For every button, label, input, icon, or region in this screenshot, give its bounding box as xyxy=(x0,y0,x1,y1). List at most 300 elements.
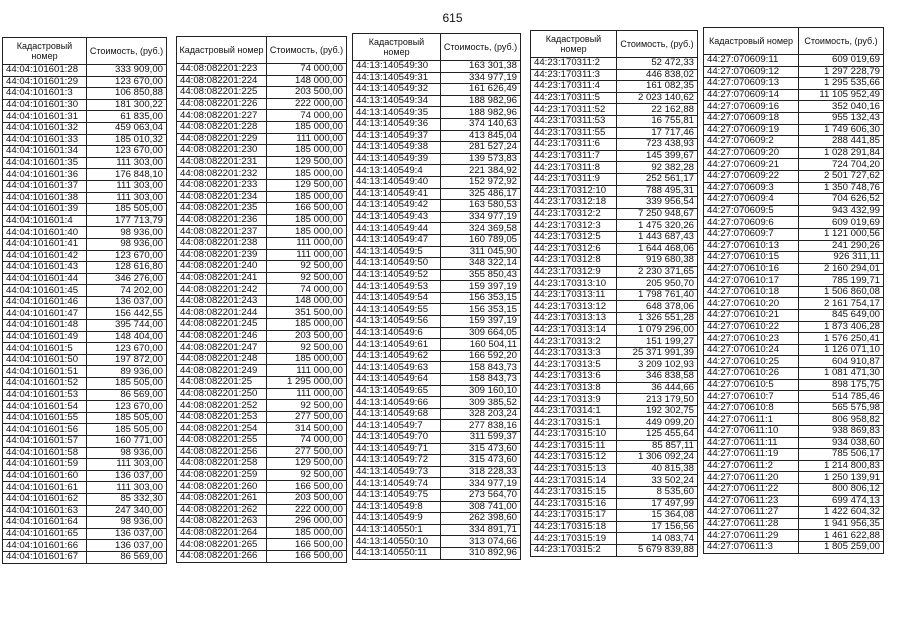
table-row xyxy=(704,310,884,322)
cost-cell: 1 873 406,28 xyxy=(799,321,884,333)
cost-cell: 25 371 991,39 xyxy=(617,347,698,359)
table-row xyxy=(704,507,884,519)
table-row xyxy=(353,316,521,328)
cost-cell: 334 977,19 xyxy=(441,72,521,84)
cost-cell: 111 303,00 xyxy=(87,157,167,169)
cost-cell: 277 838,16 xyxy=(441,420,521,432)
cost-cell: 2 501 727,62 xyxy=(799,170,884,182)
cadastral-number-cell: 44:27:070609:4 xyxy=(704,194,799,206)
cadastral-number-cell: 44:08:082201:248 xyxy=(177,353,267,365)
table-row xyxy=(353,84,521,96)
table-row xyxy=(531,394,698,406)
cadastral-number-cell: 44:04:101601:41 xyxy=(3,238,87,250)
table-row xyxy=(353,234,521,246)
table-row xyxy=(353,524,521,536)
cadastral-number-cell: 44:08:082201:240 xyxy=(177,261,267,273)
cost-cell: 1 805 259,00 xyxy=(799,541,884,553)
cost-cell: 203 500,00 xyxy=(267,87,347,99)
cadastral-number-cell: 44:04:101601:28 xyxy=(3,65,87,77)
table-row xyxy=(704,101,884,113)
cadastral-number-cell: 44:08:082201:227 xyxy=(177,110,267,122)
cadastral-number-cell: 44:27:070610:22 xyxy=(704,321,799,333)
cost-cell: 160 504,11 xyxy=(441,339,521,351)
cost-cell: 334 977,19 xyxy=(441,478,521,490)
cost-cell: 160 771,00 xyxy=(87,436,167,448)
cost-cell: 14 083,74 xyxy=(617,533,698,545)
cost-cell: 148 000,00 xyxy=(267,75,347,87)
cadastral-number-cell: 44:23:170312:9 xyxy=(531,266,617,278)
cadastral-number-cell: 44:08:082201:230 xyxy=(177,145,267,157)
cost-cell: 7 250 948,67 xyxy=(617,208,698,220)
cadastral-number-cell: 44:04:101601:44 xyxy=(3,273,87,285)
table-row xyxy=(704,321,884,333)
cost-cell: 346 276,00 xyxy=(87,273,167,285)
cost-cell: 192 302,75 xyxy=(617,405,698,417)
cost-cell: 159 397,19 xyxy=(441,316,521,328)
cadastral-number-cell: 44:23:170311:7 xyxy=(531,150,617,162)
cadastral-number-cell: 44:27:070609:13 xyxy=(704,78,799,90)
cost-cell: 15 364,08 xyxy=(617,510,698,522)
cadastral-number-cell: 44:27:070610:24 xyxy=(704,344,799,356)
cadastral-number-cell: 44:04:101601:56 xyxy=(3,424,87,436)
table-row xyxy=(3,134,167,146)
table-row xyxy=(3,482,167,494)
cadastral-number-cell: 44:08:082201:263 xyxy=(177,516,267,528)
cadastral-number-cell: 44:08:082201:247 xyxy=(177,342,267,354)
cost-cell: 40 815,38 xyxy=(617,463,698,475)
table-row xyxy=(177,539,347,551)
table-row xyxy=(704,414,884,426)
table-row xyxy=(531,197,698,209)
header-cost: Стоимость, (руб.) xyxy=(617,31,698,58)
table-row xyxy=(704,472,884,484)
cost-cell: 309 385,52 xyxy=(441,397,521,409)
cost-cell: 934 038,60 xyxy=(799,437,884,449)
table-header-row xyxy=(353,34,521,61)
table-row xyxy=(353,304,521,316)
table-row xyxy=(353,443,521,455)
cost-cell: 123 670,00 xyxy=(87,146,167,158)
table-row xyxy=(177,110,347,122)
cost-cell: 98 936,00 xyxy=(87,238,167,250)
cadastral-number-cell: 44:27:070611:11 xyxy=(704,437,799,449)
cadastral-number-cell: 44:13:140549:9 xyxy=(353,513,441,525)
cost-cell: 309 160,10 xyxy=(441,385,521,397)
table-row xyxy=(177,295,347,307)
cadastral-number-cell: 44:08:082201:226 xyxy=(177,98,267,110)
cost-cell: 395 744,00 xyxy=(87,320,167,332)
table-row xyxy=(3,88,167,100)
table-row xyxy=(3,146,167,158)
cadastral-number-cell: 44:27:070610:16 xyxy=(704,263,799,275)
cadastral-number-cell: 44:04:101601:52 xyxy=(3,378,87,390)
cadastral-number-cell: 44:08:082201:228 xyxy=(177,121,267,133)
cadastral-number-cell: 44:27:070609:21 xyxy=(704,159,799,171)
cost-cell: 3 209 102,93 xyxy=(617,359,698,371)
table-row xyxy=(177,342,347,354)
cost-cell: 328 203,24 xyxy=(441,408,521,420)
cost-cell: 926 311,11 xyxy=(799,252,884,264)
table-row xyxy=(3,296,167,308)
cadastral-number-cell: 44:13:140550:10 xyxy=(353,536,441,548)
cadastral-number-cell: 44:08:082201:231 xyxy=(177,156,267,168)
cadastral-number-cell: 44:27:070611:23 xyxy=(704,495,799,507)
table-row xyxy=(353,397,521,409)
table-row xyxy=(177,353,347,365)
table-row xyxy=(531,278,698,290)
cadastral-number-cell: 44:27:070609:3 xyxy=(704,182,799,194)
cadastral-number-cell: 44:04:101601:49 xyxy=(3,331,87,343)
table-row xyxy=(531,301,698,313)
table-header-row xyxy=(3,38,167,65)
table-row xyxy=(3,551,167,563)
cost-cell: 1 576 250,41 xyxy=(799,333,884,345)
table-row xyxy=(704,333,884,345)
cadastral-number-cell: 44:23:170311:5 xyxy=(531,92,617,104)
cost-cell: 348 322,14 xyxy=(441,258,521,270)
table-row xyxy=(531,405,698,417)
cadastral-number-cell: 44:23:170315:18 xyxy=(531,521,617,533)
cost-cell: 185 000,00 xyxy=(267,191,347,203)
cost-cell: 98 936,00 xyxy=(87,227,167,239)
cost-cell: 161 626,49 xyxy=(441,84,521,96)
table-row xyxy=(177,284,347,296)
cadastral-number-cell: 44:13:140549:63 xyxy=(353,362,441,374)
table-row xyxy=(177,446,347,458)
table-row xyxy=(704,541,884,553)
table-row xyxy=(177,411,347,423)
cost-cell: 148 000,00 xyxy=(267,295,347,307)
cost-cell: 277 500,00 xyxy=(267,411,347,423)
cadastral-number-cell: 44:27:070611:28 xyxy=(704,518,799,530)
cadastral-number-cell: 44:04:101601:40 xyxy=(3,227,87,239)
cadastral-number-cell: 44:23:170312:8 xyxy=(531,255,617,267)
cost-cell: 221 384,92 xyxy=(441,165,521,177)
table-row xyxy=(704,78,884,90)
cost-cell: 788 495,31 xyxy=(617,185,698,197)
cost-cell: 185 000,00 xyxy=(267,527,347,539)
cadastral-number-cell: 44:08:082201:241 xyxy=(177,272,267,284)
cost-cell: 943 432,99 xyxy=(799,205,884,217)
cadastral-number-cell: 44:04:101601:38 xyxy=(3,192,87,204)
table-row xyxy=(531,255,698,267)
cadastral-number-cell: 44:04:101601:53 xyxy=(3,389,87,401)
table-row xyxy=(3,412,167,424)
table-row xyxy=(353,72,521,84)
cost-cell: 74 000,00 xyxy=(267,110,347,122)
cost-cell: 352 040,16 xyxy=(799,101,884,113)
table-row xyxy=(353,420,521,432)
cadastral-number-cell: 44:27:070610:21 xyxy=(704,310,799,322)
cost-cell: 309 664,05 xyxy=(441,327,521,339)
cadastral-number-cell: 44:27:070609:2 xyxy=(704,136,799,148)
cadastral-number-cell: 44:04:101601:59 xyxy=(3,459,87,471)
header-cost: Стоимость, (руб.) xyxy=(267,37,347,64)
cadastral-number-cell: 44:27:070609:20 xyxy=(704,147,799,159)
cost-cell: 1 295 000,00 xyxy=(267,377,347,389)
header-cadastral-number: Кадастровый номер xyxy=(353,34,441,61)
table-row xyxy=(704,379,884,391)
table-row xyxy=(353,188,521,200)
cadastral-number-cell: 44:04:101601:31 xyxy=(3,111,87,123)
table-row xyxy=(177,272,347,284)
cadastral-number-cell: 44:04:101601:45 xyxy=(3,285,87,297)
table-row xyxy=(531,92,698,104)
table-row xyxy=(704,194,884,206)
table-row xyxy=(531,452,698,464)
cadastral-number-cell: 44:27:070610:25 xyxy=(704,356,799,368)
table-row xyxy=(353,258,521,270)
table-row xyxy=(704,136,884,148)
table-row xyxy=(531,544,698,556)
cadastral-number-cell: 44:23:170315:12 xyxy=(531,452,617,464)
table-row xyxy=(177,133,347,145)
cost-cell: 806 958,82 xyxy=(799,414,884,426)
table-row xyxy=(353,281,521,293)
table-row xyxy=(704,159,884,171)
cadastral-number-cell: 44:13:140549:55 xyxy=(353,304,441,316)
cost-cell: 262 398,60 xyxy=(441,513,521,525)
cost-cell: 151 199,27 xyxy=(617,336,698,348)
cost-cell: 185 505,00 xyxy=(87,204,167,216)
table-row xyxy=(3,424,167,436)
cost-cell: 800 806,12 xyxy=(799,483,884,495)
cost-cell: 185 505,00 xyxy=(87,424,167,436)
cadastral-number-cell: 44:08:082201:258 xyxy=(177,458,267,470)
cadastral-number-cell: 44:08:082201:229 xyxy=(177,133,267,145)
page-number: 615 xyxy=(442,11,463,25)
table-row xyxy=(3,436,167,448)
table-row xyxy=(704,518,884,530)
cost-cell: 315 473,60 xyxy=(441,455,521,467)
cadastral-table-5 xyxy=(703,27,884,554)
table-row xyxy=(353,142,521,154)
cadastral-number-cell: 44:04:101601:32 xyxy=(3,122,87,134)
cost-cell: 166 500,00 xyxy=(267,550,347,562)
cadastral-number-cell: 44:04:101601:37 xyxy=(3,180,87,192)
cost-cell: 123 670,00 xyxy=(87,343,167,355)
table-row xyxy=(531,347,698,359)
cadastral-number-cell: 44:27:070609:14 xyxy=(704,89,799,101)
cost-cell: 1 506 860,08 xyxy=(799,286,884,298)
cost-cell: 339 956,54 xyxy=(617,197,698,209)
table-row xyxy=(531,417,698,429)
table-row xyxy=(353,292,521,304)
table-row xyxy=(704,240,884,252)
cost-cell: 92 500,00 xyxy=(267,469,347,481)
cadastral-number-cell: 44:04:101601:66 xyxy=(3,540,87,552)
table-row xyxy=(177,550,347,562)
cost-cell: 514 785,46 xyxy=(799,391,884,403)
table-row xyxy=(704,530,884,542)
table-row xyxy=(3,378,167,390)
table-row xyxy=(353,246,521,258)
table-row xyxy=(3,273,167,285)
cadastral-number-cell: 44:04:101601:43 xyxy=(3,262,87,274)
cadastral-number-cell: 44:08:082201:234 xyxy=(177,191,267,203)
cadastral-number-cell: 44:13:140549:65 xyxy=(353,385,441,397)
cost-cell: 33 502,24 xyxy=(617,475,698,487)
table-row xyxy=(3,99,167,111)
cost-cell: 22 162,88 xyxy=(617,104,698,116)
table-row xyxy=(177,307,347,319)
table-row xyxy=(704,402,884,414)
cost-cell: 1 079 296,00 xyxy=(617,324,698,336)
table-row xyxy=(353,478,521,490)
table-row xyxy=(704,228,884,240)
cadastral-number-cell: 44:08:082201:225 xyxy=(177,87,267,99)
table-row xyxy=(177,319,347,331)
cost-cell: 74 202,00 xyxy=(87,285,167,297)
table-row xyxy=(177,191,347,203)
cadastral-number-cell: 44:08:082201:243 xyxy=(177,295,267,307)
table-row xyxy=(177,365,347,377)
table-row xyxy=(3,192,167,204)
cadastral-number-cell: 44:08:082201:250 xyxy=(177,388,267,400)
cadastral-table-3 xyxy=(352,33,521,560)
cost-cell: 308 741,00 xyxy=(441,501,521,513)
table-row xyxy=(531,208,698,220)
cadastral-number-cell: 44:13:140549:68 xyxy=(353,408,441,420)
table-row xyxy=(177,435,347,447)
cost-cell: 129 500,00 xyxy=(267,179,347,191)
cadastral-number-cell: 44:23:170313:12 xyxy=(531,301,617,313)
table-row xyxy=(3,122,167,134)
table-row xyxy=(177,64,347,76)
cost-cell: 36 444,66 xyxy=(617,382,698,394)
cadastral-number-cell: 44:04:101601:61 xyxy=(3,482,87,494)
cost-cell: 136 037,00 xyxy=(87,470,167,482)
table-row xyxy=(353,339,521,351)
cadastral-number-cell: 44:04:101601:65 xyxy=(3,528,87,540)
table-row xyxy=(531,115,698,127)
cost-cell: 203 500,00 xyxy=(267,330,347,342)
cost-cell: 459 063,04 xyxy=(87,122,167,134)
cost-cell: 185 000,00 xyxy=(267,226,347,238)
cost-cell: 188 982,96 xyxy=(441,95,521,107)
table-row xyxy=(353,223,521,235)
table-row xyxy=(3,262,167,274)
table-row xyxy=(3,505,167,517)
table-row xyxy=(704,286,884,298)
cost-cell: 166 500,00 xyxy=(267,481,347,493)
cadastral-number-cell: 44:27:070610:17 xyxy=(704,275,799,287)
table-row xyxy=(704,112,884,124)
cost-cell: 413 845,04 xyxy=(441,130,521,142)
table-row xyxy=(531,498,698,510)
table-row xyxy=(704,182,884,194)
cost-cell: 163 301,38 xyxy=(441,61,521,73)
cost-cell: 1 443 687,43 xyxy=(617,231,698,243)
cost-cell: 111 000,00 xyxy=(267,388,347,400)
table-row xyxy=(353,153,521,165)
cost-cell: 111 303,00 xyxy=(87,180,167,192)
cadastral-number-cell: 44:23:170313:5 xyxy=(531,359,617,371)
cadastral-number-cell: 44:13:140549:52 xyxy=(353,269,441,281)
table-row xyxy=(177,423,347,435)
table-row xyxy=(177,156,347,168)
cost-cell: 1 297 228,79 xyxy=(799,66,884,78)
cadastral-number-cell: 44:04:101601:51 xyxy=(3,366,87,378)
cadastral-number-cell: 44:13:140549:6 xyxy=(353,327,441,339)
table-row xyxy=(177,516,347,528)
table-row xyxy=(353,536,521,548)
header-cost: Стоимость, (руб.) xyxy=(441,34,521,61)
table-row xyxy=(704,298,884,310)
cadastral-number-cell: 44:13:140549:53 xyxy=(353,281,441,293)
table-header-row xyxy=(177,37,347,64)
cadastral-number-cell: 44:08:082201:223 xyxy=(177,64,267,76)
cost-cell: 314 500,00 xyxy=(267,423,347,435)
cost-cell: 310 892,96 xyxy=(441,547,521,559)
cadastral-number-cell: 44:13:140549:5 xyxy=(353,246,441,258)
cost-cell: 185 010,32 xyxy=(87,134,167,146)
cadastral-number-cell: 44:13:140549:73 xyxy=(353,466,441,478)
cadastral-number-cell: 44:27:070611:19 xyxy=(704,449,799,461)
cost-cell: 334 891,71 xyxy=(441,524,521,536)
cost-cell: 125 455,64 xyxy=(617,429,698,441)
cost-cell: 1 121 000,56 xyxy=(799,228,884,240)
table-row xyxy=(177,504,347,516)
cadastral-number-cell: 44:23:170311:2 xyxy=(531,58,617,70)
cost-cell: 281 527,24 xyxy=(441,142,521,154)
cost-cell: 1 941 956,35 xyxy=(799,518,884,530)
cost-cell: 92 500,00 xyxy=(267,342,347,354)
cadastral-number-cell: 44:13:140549:31 xyxy=(353,72,441,84)
cost-cell: 1 126 071,10 xyxy=(799,344,884,356)
table-row xyxy=(3,65,167,77)
table-row xyxy=(531,231,698,243)
cost-cell: 74 000,00 xyxy=(267,64,347,76)
cadastral-number-cell: 44:04:101601:3 xyxy=(3,88,87,100)
cost-cell: 449 099,20 xyxy=(617,417,698,429)
table-row xyxy=(353,547,521,559)
table-row xyxy=(531,173,698,185)
cadastral-number-cell: 44:27:070610:18 xyxy=(704,286,799,298)
cadastral-number-cell: 44:13:140549:61 xyxy=(353,339,441,351)
cost-cell: 74 000,00 xyxy=(267,435,347,447)
cost-cell: 17 156,56 xyxy=(617,521,698,533)
table-row xyxy=(353,408,521,420)
cost-cell: 166 500,00 xyxy=(267,539,347,551)
cadastral-number-cell: 44:23:170315:15 xyxy=(531,486,617,498)
table-row xyxy=(531,440,698,452)
cost-cell: 785 199,71 xyxy=(799,275,884,287)
cadastral-number-cell: 44:23:170315:19 xyxy=(531,533,617,545)
cadastral-number-cell: 44:23:170312:10 xyxy=(531,185,617,197)
table-row xyxy=(531,127,698,139)
table-row xyxy=(3,76,167,88)
cost-cell: 296 000,00 xyxy=(267,516,347,528)
cost-cell: 98 936,00 xyxy=(87,447,167,459)
table-row xyxy=(353,107,521,119)
cost-cell: 177 713,79 xyxy=(87,215,167,227)
cost-cell: 955 132,43 xyxy=(799,112,884,124)
cost-cell: 52 472,33 xyxy=(617,58,698,70)
table-row xyxy=(704,391,884,403)
cost-cell: 136 037,00 xyxy=(87,540,167,552)
table-row xyxy=(704,460,884,472)
cadastral-number-cell: 44:13:140549:74 xyxy=(353,478,441,490)
table-row xyxy=(531,313,698,325)
cost-cell: 8 535,60 xyxy=(617,486,698,498)
cadastral-number-cell: 44:13:140549:66 xyxy=(353,397,441,409)
table-row xyxy=(531,162,698,174)
cadastral-number-cell: 44:13:140549:47 xyxy=(353,234,441,246)
table-row xyxy=(353,455,521,467)
table-row xyxy=(177,377,347,389)
header-cadastral-number: Кадастровый номер xyxy=(3,38,87,65)
